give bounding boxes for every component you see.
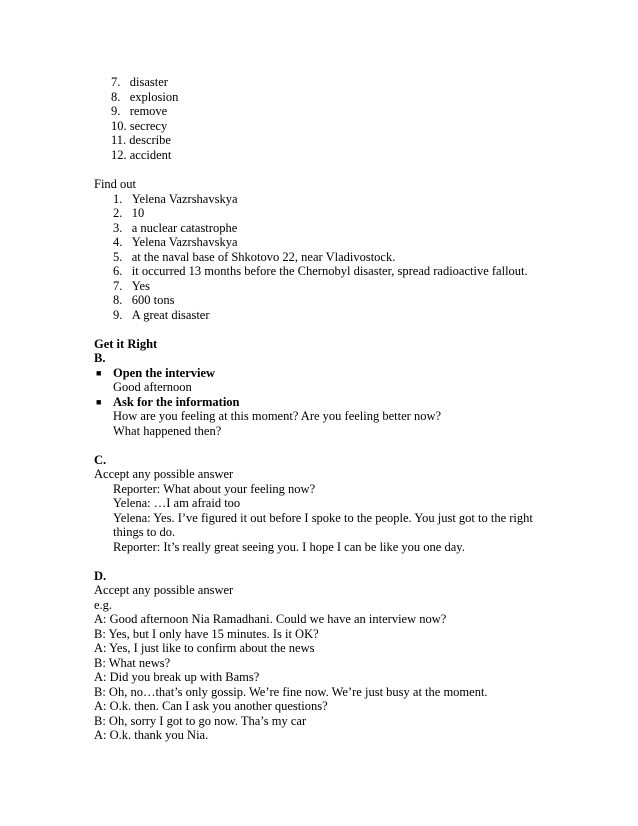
dialogue-line: Reporter: What about your feeling now? bbox=[113, 482, 316, 496]
dialogue-line: Reporter: It’s really great seeing you. I hope I can be like you one day. bbox=[113, 540, 465, 554]
section-b-label: B. bbox=[94, 351, 106, 365]
open-interview-line: Good afternoon bbox=[113, 380, 192, 394]
square-bullet-icon: ■ bbox=[96, 368, 102, 378]
find-out-heading: Find out bbox=[94, 177, 137, 191]
ask-information-line: What happened then? bbox=[113, 424, 222, 438]
get-it-right-heading: Get it Right bbox=[94, 337, 158, 351]
list-item: 10. secrecy bbox=[111, 119, 168, 133]
ask-information-line: How are you feeling at this moment? Are you feeling better now? bbox=[113, 409, 442, 423]
list-item: 1. Yelena Vazrshavskya bbox=[113, 192, 238, 206]
list-item: 9. remove bbox=[111, 104, 168, 118]
section-d-eg: e.g. bbox=[94, 598, 113, 612]
dialogue-line: B: What news? bbox=[94, 656, 171, 670]
dialogue-line: B: Oh, sorry I got to go now. Tha’s my car bbox=[94, 714, 307, 728]
ask-information-title: Ask for the information bbox=[113, 395, 240, 409]
list-item: 6. it occurred 13 months before the Chernobyl disaster, spread radioactive fallout. bbox=[113, 264, 528, 278]
square-bullet-icon: ■ bbox=[96, 397, 102, 407]
dialogue-line: A: O.k. thank you Nia. bbox=[94, 728, 209, 742]
dialogue-line: A: Yes, I just like to confirm about the news bbox=[94, 641, 315, 655]
dialogue-line: A: O.k. then. Can I ask you another questions? bbox=[94, 699, 328, 713]
dialogue-line: Yelena: Yes. I’ve figured it out before I spoke to the people. You just got to the right bbox=[113, 511, 533, 525]
dialogue-line: things to do. bbox=[113, 525, 176, 539]
dialogue-line: B: Yes, but I only have 15 minutes. Is it OK? bbox=[94, 627, 319, 641]
section-c-intro: Accept any possible answer bbox=[94, 467, 234, 481]
list-item: 12. accident bbox=[111, 148, 172, 162]
dialogue-line: A: Good afternoon Nia Ramadhani. Could we have an interview now? bbox=[94, 612, 447, 626]
list-item: 9. A great disaster bbox=[113, 308, 210, 322]
section-c-label: C. bbox=[94, 453, 107, 467]
section-d-intro: Accept any possible answer bbox=[94, 583, 234, 597]
list-item: 8. 600 tons bbox=[113, 293, 175, 307]
list-item: 8. explosion bbox=[111, 90, 179, 104]
list-item: 3. a nuclear catastrophe bbox=[113, 221, 238, 235]
list-item: 11. describe bbox=[111, 133, 171, 147]
list-item: 7. Yes bbox=[113, 279, 150, 293]
dialogue-line: Yelena: …I am afraid too bbox=[113, 496, 241, 510]
dialogue-line: B: Oh, no…that’s only gossip. We’re fine now. We’re just busy at the moment. bbox=[94, 685, 488, 699]
open-interview-title: Open the interview bbox=[113, 366, 216, 380]
section-d-label: D. bbox=[94, 569, 107, 583]
list-item: 2. 10 bbox=[113, 206, 145, 220]
dialogue-line: A: Did you break up with Bams? bbox=[94, 670, 260, 684]
list-item: 5. at the naval base of Shkotovo 22, near Vladivostock. bbox=[113, 250, 396, 264]
list-item: 7. disaster bbox=[111, 75, 168, 89]
list-item: 4. Yelena Vazrshavskya bbox=[113, 235, 238, 249]
